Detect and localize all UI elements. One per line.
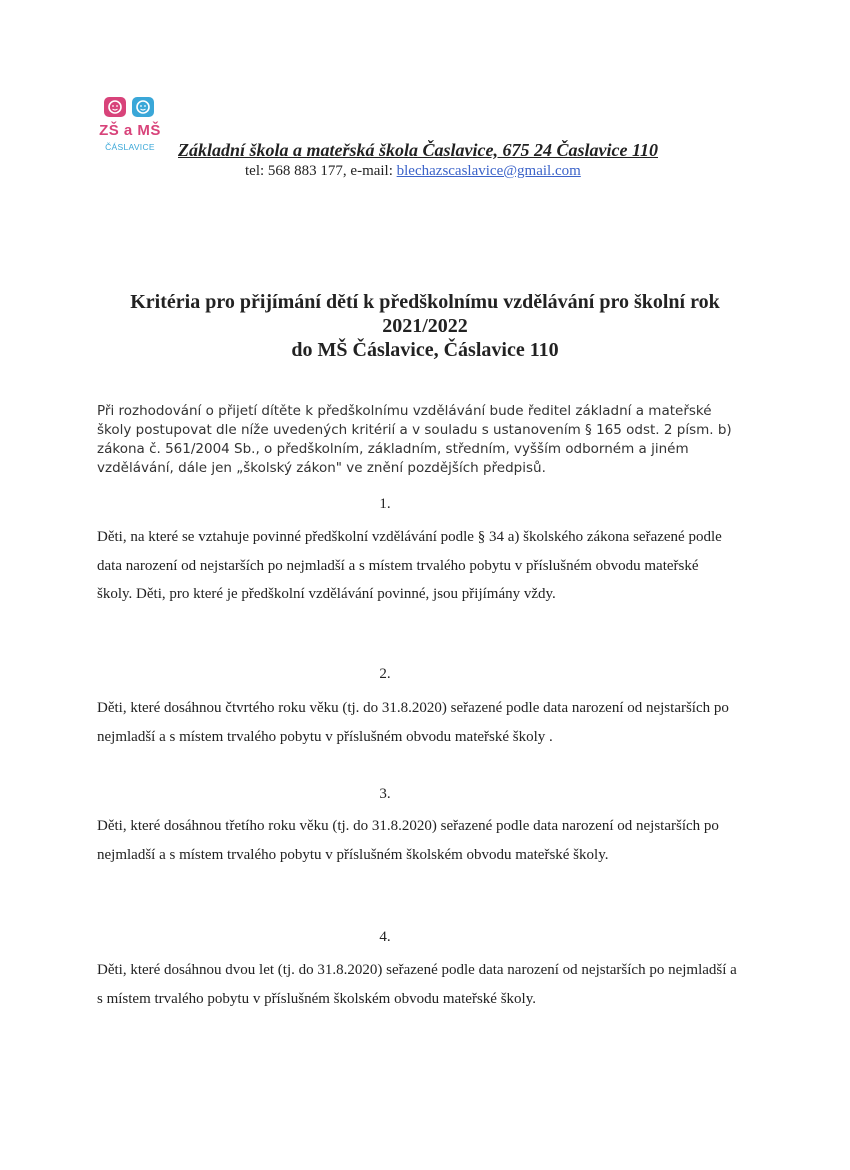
logo-faces-icon xyxy=(102,96,158,118)
logo-text: ZŠ a MŠ xyxy=(99,122,161,139)
criterion-number: 3. xyxy=(379,786,391,802)
criterion-number: 4. xyxy=(379,929,391,945)
title-line-3: do MŠ Čáslavice, Čáslavice 110 xyxy=(291,339,559,361)
contact-line xyxy=(245,163,581,180)
criterion-number: 1. xyxy=(379,496,391,512)
school-logo xyxy=(98,96,162,158)
school-name-heading: Základní škola a mateřská škola Časlavice, 675 24 Časlavice 110 xyxy=(178,140,658,160)
criterion-text: Děti, které dosáhnou čtvrtého roku věku (tj. do 31.8.2020) seřazené podle data narození od nejstarších po nejmladší a s místem trvalého pobytu v příslušném obvodu mateřské školy . xyxy=(97,700,729,745)
criterion-text: Děti, na které se vztahuje povinné předškolní vzdělávání podle § 34 a) školského zákona seřazené podle data narození od nejstarších po nejmladší a s místem trvalého pobytu v příslušném obvodu mateřské školy. Děti, pro které je předškolní vzdělávání povinné, jsou přijímány vždy. xyxy=(97,529,722,602)
document-title xyxy=(60,290,790,362)
criterion-text: Děti, které dosáhnou třetího roku věku (tj. do 31.8.2020) seřazené podle data narození od nejstarších po nejmladší a s místem trvalého pobytu v příslušném školském obvodu mateřské školy. xyxy=(97,818,719,863)
email-link[interactable]: blechazscaslavice@gmail.com xyxy=(396,163,581,179)
title-line-1: Kritéria pro přijímání dětí k předškolnímu vzdělávání pro školní rok xyxy=(130,291,720,313)
contact-phone: tel: 568 883 177, e-mail: xyxy=(245,163,397,179)
logo-subtext: ČÁSLAVICE xyxy=(105,142,155,152)
criterion-number: 2. xyxy=(379,666,391,682)
title-line-2: 2021/2022 xyxy=(382,315,468,337)
intro-paragraph: Při rozhodování o přijetí dítěte k předškolnímu vzdělávání bude ředitel základní a mateřské školy postupovat dle níže uvedených kritérií a v souladu s ustanovením § 165 odst. 2 písm. b) zákona č. 561/2004 Sb., o předškolním, základním, středním, vyšším odborném a jiném vzdělávání, dále jen „školský zákon" ve znění pozdějších předpisů. xyxy=(97,403,732,476)
criterion-text: Děti, které dosáhnou dvou let (tj. do 31.8.2020) seřazené podle data narození od nejstarších po nejmladší a s místem trvalého pobytu v příslušném školském obvodu mateřské školy. xyxy=(97,962,737,1007)
